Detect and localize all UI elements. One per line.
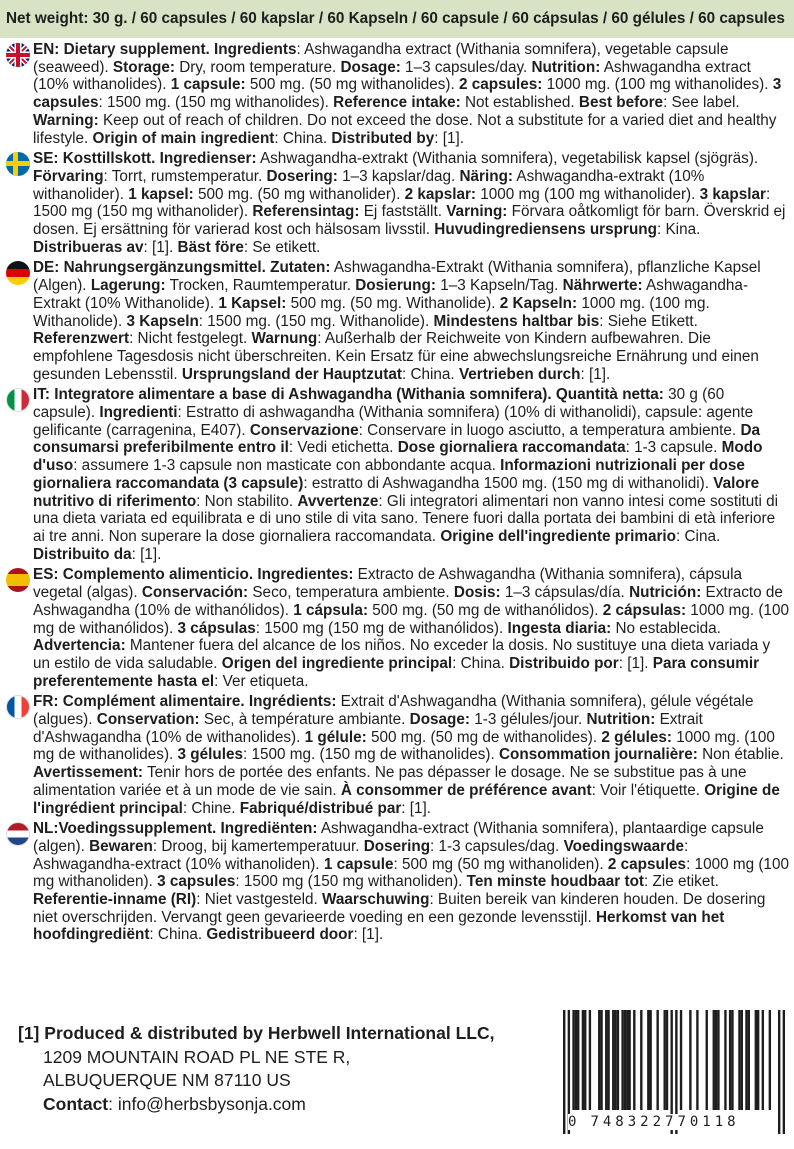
barcode-bar [715,1010,717,1110]
barcode-bar [663,1010,665,1110]
bold-label: Nutrition: [531,58,601,76]
bold-label: Modo d'uso [33,439,763,475]
bold-label: 2 cápsulas: [602,601,687,619]
bold-label: Origen del ingrediente principal [221,654,453,672]
text-run: : Ver etiqueta. [214,672,309,690]
barcode-bar [745,1010,747,1110]
text-run: 1–3 cápsulas/día. [500,584,630,602]
sweden-flag-icon [6,152,30,176]
barcode-bar [706,1010,708,1110]
text-run: 1–3 Kapseln/Tag. [435,277,563,295]
text-run: Tenir hors de portée des enfants. Ne pas dépasser le dosage. Ne se substitue pas à une alimentation variée et à un mode de vie sain. [33,764,747,799]
text-run: 500 mg. (50 mg withanolides). [245,76,459,94]
text-run: Trocken, Raumtemperatur. [165,277,356,295]
address-line-1: 1209 MOUNTAIN ROAD PL NE STE R, [43,1046,351,1067]
bold-label: Ingesta diaria: [507,619,612,637]
bold-label: Warnung [251,330,318,348]
text-run: Sec, à température ambiante. [199,711,410,729]
barcode-bar [717,1010,719,1110]
text-run: Ej fastställt. [359,203,447,221]
text-run: : Ashwagandha-extract (10% withanoliden). [33,837,689,873]
bold-label: Para consumir preferentemente hasta el [33,654,760,690]
barcode-bar [748,1010,750,1110]
bold-label: SE: Kosttillskott. Ingredienser: [33,150,257,168]
company-name: Produced & distributed by Herbwell International LLC, [44,1023,495,1043]
spain-flag-icon [6,568,30,592]
bold-label: Conservazione [249,421,359,439]
section-text [33,820,790,944]
bold-label: Ingredienti [99,404,178,422]
france-flag-icon [6,695,30,719]
text-run: : 1500 mg. (150 mg. Withanolide). [198,312,434,330]
text-run: : 1500 mg (150 mg de withanólidos). [255,619,508,637]
barcode-bar [612,1010,614,1110]
bold-label: Nutrición: [629,584,702,602]
bold-label: 3 kapslar [699,185,766,203]
text-run: Extracto de Ashwagandha (Withania somnifera), cápsula vegetal (algas). [33,566,743,602]
barcode-bar [582,1010,584,1110]
bold-label: Distributed by [331,129,435,147]
barcode-bar [563,1010,565,1134]
bold-label: Valore nutritivo di riferimento [33,474,760,510]
text-run: : China. [149,926,207,944]
text-run: : 1500 mg (150 mg withanoliden). [235,873,467,891]
text-run: 1–3 kapslar/dag. [337,167,460,185]
barcode-bar [649,1010,651,1110]
bold-label: Advertencia: [33,637,126,655]
bold-label: 3 capsules [33,76,782,112]
barcode-bar [628,1010,630,1110]
bold-label: Herkomst van het hoofdingrediënt [33,908,725,944]
text-run: Extracto de Ashwagandha (10% de withanólidos). [33,584,783,619]
text-run: : Außerhalb der Reichweite von Kindern aufbewahren. Die empfohlene Tagesdosis nicht überschreiten. Kein Ersatz für eine abwechslungsreiche Ernährung und einen gesunden Lebensstil. [33,330,759,383]
barcode-bar [575,1010,577,1110]
text-run: : assumere 1-3 capsule non masticate con abbondante acqua. [73,457,501,475]
barcode-bar [724,1010,726,1110]
bold-label: Gedistribueerd door [206,926,354,944]
bold-label: 3 gélules [177,746,244,764]
text-run: Ashwagandha-Extrakt (10% Withanolide). [33,277,749,312]
text-run: : [1]. [580,365,611,383]
section-nl [6,820,790,944]
text-run: 1-3 gélules/jour. [470,711,587,729]
section-text [33,566,790,690]
text-run: : 1500 mg (150 mg withanolider). [33,185,771,221]
bold-label: Dose giornaliera raccomandata [397,439,626,457]
barcode-bar [656,1010,658,1110]
text-run: : 500 mg (50 mg withanoliden). [393,855,608,873]
text-run: 1000 mg. (100 mg. Withanolide). [33,294,710,330]
bold-label: Bäst före [177,238,244,256]
bold-label: 2 capsules: [459,76,543,94]
bold-label: FR: Complément alimentaire. Ingrédients: [33,693,337,711]
text-run: Extrait d'Ashwagandha (10% de withanolides). [33,711,703,746]
barcode-bar [607,1010,609,1110]
text-run: 1000 mg. (100 mg withanolides). [542,76,773,94]
barcode-bar [600,1010,602,1110]
text-run: : Buiten bereik van kinderen houden. De dosering niet overschrijden. Vervangt geen gevarieerde voeding en een gezonde levensstijl. [33,891,766,926]
text-run: Extrait d'Ashwagandha (Withania somnifera), gélule végétale (algues). [33,693,754,729]
text-run: Dry, room temperature. [174,58,341,76]
bold-label: 3 cápsulas [177,619,256,637]
barcode-bar [741,1010,743,1110]
section-se [6,150,790,256]
text-run: : [1]. [131,545,162,563]
text-run: : [1]. [143,238,178,256]
bold-label: Waarschuwing [322,891,430,909]
section-it [6,386,790,563]
bold-label: Distribueras av [33,238,144,256]
bold-label: 3 capsules [157,873,236,891]
barcode-bar [624,1010,626,1110]
text-run: 1000 mg. (100 mg de withanolides). [33,728,775,764]
italy-flag-icon [6,388,30,412]
bold-label: Voedingswaarde [563,837,684,855]
bold-label: Conservación: [141,584,249,602]
reference-marker: [1] [18,1023,40,1043]
bold-label: 1 Kapsel: [218,294,287,312]
language-sections [0,38,794,944]
text-run: 500 mg. (50 mg. Withanolide). [286,294,500,312]
text-run: : 1500 mg. (150 mg de withanolides). [243,746,499,764]
barcode-bar [589,1010,591,1110]
bold-label: Fabriqué/distribué par [239,799,402,817]
barcode-bar [647,1010,649,1110]
bold-label: 2 gélules: [601,728,672,746]
text-run: : China. [274,129,332,147]
bold-label: IT: Integratore alimentare a base di Ashwagandha (Withania somnifera). Quantità netta: [33,386,664,404]
bold-label: À consommer de préférence avant [340,781,592,799]
bold-label: 1 capsule: [170,76,246,94]
text-run: : Cina. [676,527,721,545]
barcode-bar [769,1010,771,1110]
text-run: Ashwagandha extract (10% withanolides). [33,58,751,94]
text-run: : [1]. [401,799,432,817]
barcode-bar [696,1010,698,1110]
bold-label: NL:Voedingssupplement. Ingrediënten: [33,820,318,838]
bold-label: Dosierung: [355,277,436,295]
text-run: Förvara oåtkomligt för barn. Överskrid ej dosen. Ej ersättning för varierad kost och hälsosam livsstil. [33,203,786,239]
bold-label: Bewaren [89,837,153,855]
bold-label: 3 Kapseln [126,312,199,330]
text-run: Mantener fuera del alcance de los niños. No exceder la dosis. No sustituye una dieta variada y un estilo de vida saludable. [33,637,771,672]
bold-label: Referenzwert [33,330,130,348]
text-run: : 1-3 capsules/dag. [430,837,564,855]
barcode-bar [605,1010,607,1110]
bold-label: 2 Kapseln: [499,294,578,312]
bold-label: Avvertenze [297,492,379,510]
bold-label: Näring: [459,167,514,185]
text-run: : Zie etiket. [644,873,719,891]
text-run: Not established. [460,94,579,112]
text-run: 500 mg. (50 mg withanolider). [193,185,405,203]
text-run: Ashwagandha-Extrakt (Withania somnifera), pflanzliche Kapsel (Algen). [33,259,761,295]
bold-label: 2 kapslar: [404,185,477,203]
text-run: 1000 mg. (100 mg de withanólidos). [33,601,789,637]
section-en [6,41,790,147]
text-run: : Kina. [656,221,701,239]
text-run: : [1]. [618,654,653,672]
text-run: : estratto di Ashwagandha 1500 mg. (150 mg di withanolidi). [303,474,714,492]
section-text [33,386,790,563]
text-run: : Nicht festgelegt. [129,330,252,348]
text-run: : Voir l'étiquette. [591,781,705,799]
distributor-address [18,1022,494,1116]
text-run: : Niet vastgesteld. [196,891,323,909]
bold-label: Avertissement: [33,764,143,782]
text-run: : China. [452,654,510,672]
text-run: : China. [401,365,459,383]
bold-label: 2 capsules [607,855,687,873]
text-run: Non établie. [697,746,784,764]
text-run: Ashwagandha-extract (Withania somnifera), plantaardige capsule (algen). [33,820,764,855]
bold-label: Förvaring [33,167,104,185]
bold-label: ES: Complemento alimenticio. Ingredientes: [33,566,354,584]
text-run: : 1-3 capsule. [625,439,722,457]
text-run: Ashwagandha-extrakt (10% withanolider). [33,167,705,203]
barcode-first-digit: 0 [568,1114,581,1130]
bold-label: Reference intake: [333,94,461,112]
bold-label: Ten minste houdbaar tot [466,873,645,891]
barcode-bar [783,1010,785,1134]
bold-label: EN: Dietary supplement. Ingredients [33,41,297,58]
bold-label: Best before [578,94,664,112]
text-run: : Gli integratori alimentari non vanno intesi come sostituti di una dieta variata ed equilibrata e di uno stile di vita sano. Tenere fuori dalla portata dei bambini di età inferiore ai tre anni. Non superare la dose giornaliera raccomandata. [33,492,779,545]
section-de [6,259,790,383]
text-run: 1–3 capsules/day. [400,58,532,76]
bold-label: Informazioni nutrizionali per dose giornaliera raccomandata (3 capsule) [33,457,745,492]
text-run: : Vedi etichetta. [288,439,398,457]
text-run: 500 mg. (50 mg de withanólidos). [368,601,603,619]
company-line [18,1022,494,1046]
text-run: : Estratto di ashwagandha (Withania somnifera) (10% di withanolidi), capsule: agente gelificante (carragenina, E407). [33,404,754,439]
bold-label: Referentie-inname (RI) [33,891,197,909]
barcode-bar [621,1010,623,1110]
text-run: 500 mg. (50 mg de withanolides). [366,728,602,746]
text-run: Ashwagandha-extrakt (Withania somnifera), vegetabilisk kapsel (sjögräs). [256,150,759,168]
barcode-bar [666,1010,668,1110]
bold-label: Dosage: [409,711,470,729]
barcode-number [568,1114,740,1130]
barcode-bar [584,1010,586,1110]
text-run: No establecida. [611,619,721,637]
bold-label: Vertrieben durch [458,365,581,383]
barcode-bar [617,1010,619,1110]
text-run: : 1500 mg. (150 mg withanolides). [98,94,334,112]
bold-label: Da consumarsi preferibilmente entro il [33,421,760,457]
bold-label: Origin of main ingredient [92,129,275,147]
bold-label: Dosering: [266,167,338,185]
section-text [33,150,790,256]
text-run: : Torrt, rumstemperatur. [103,167,267,185]
uk-flag-icon [6,43,30,67]
text-run: : Ashwagandha extract (Withania somnifera), vegetable capsule (seaweed). [33,41,729,76]
barcode-bar [577,1010,579,1110]
barcode-bar [689,1010,691,1110]
net-weight-header [0,0,794,38]
bold-label: DE: Nahrungsergänzungsmittel. Zutaten: [33,259,331,277]
bold-label: Conservation: [96,711,200,729]
barcode-bar [762,1010,764,1110]
barcode-bar [633,1010,635,1110]
net-weight-text: Net weight: 30 g. / 60 capsules / 60 kapslar / 60 Kapseln / 60 capsule / 60 cápsulas / 60 gélules / 60 capsules [6,10,785,27]
text-run: : Droog, bij kamertemperatuur. [152,837,364,855]
bold-label: Origine dell'ingrediente primario [440,527,676,545]
germany-flag-icon [6,261,30,285]
bold-label: Distribuido por [509,654,619,672]
barcode-bar [757,1010,759,1110]
bold-label: Nutrition: [586,711,656,729]
barcode-bar [598,1010,600,1110]
text-run: : See label. [663,94,740,112]
text-run: : Se etikett. [243,238,321,256]
text-run: : Siehe Etikett. [599,312,698,330]
address-line-2: ALBUQUERQUE NM 87110 US [43,1070,291,1090]
text-run: : [1]. [434,129,464,147]
text-run: : Chine. [182,799,240,817]
bold-label: Huvudingrediensens ursprung [434,221,657,239]
text-run: : Conservare in luogo asciutto, a temperatura ambiente. [358,421,741,439]
section-es [6,566,790,690]
barcode-bar [626,1010,628,1110]
bold-label: Mindestens haltbar bis [433,312,600,330]
bold-label: Lagerung: [90,277,166,295]
barcode-bar [713,1010,715,1110]
netherlands-flag-icon [6,822,30,846]
contact-email: : info@herbsbysonja.com [108,1093,306,1114]
text-run: Seco, temperatura ambiente. [248,584,454,602]
bold-label: Referensintag: [252,203,360,221]
barcode-bar [731,1010,733,1110]
barcode-bar [572,1010,574,1110]
bold-label: Dosering [363,837,431,855]
barcode-bar [778,1010,780,1134]
bold-label: Ursprungsland der Hauptzutat [181,365,402,383]
section-text [33,693,790,817]
text-run: 30 g (60 capsule). [33,386,725,422]
barcode-bar [755,1010,757,1110]
bold-label: 1 kapsel: [128,185,194,203]
text-run: Keep out of reach of children. Do not exceed the dose. Not a substitute for a varied diet and healthy lifestyle. [33,111,777,147]
bold-label: 1 cápsula: [293,601,369,619]
section-fr [6,693,790,817]
barcode-main-digits: 748322770118 [590,1114,740,1130]
bold-label: Origine de l'ingrédient principal [33,781,780,817]
barcode-bar [680,1010,682,1110]
bold-label: Distribuito da [33,545,132,563]
barcode-bar [729,1010,731,1110]
contact-label: Contact [43,1093,109,1114]
bold-label: Nährwerte: [562,277,643,295]
footer [0,1010,794,1149]
barcode-bar [640,1010,642,1110]
barcode-bar [738,1010,740,1110]
text-run: : Non stabilito. [196,492,298,510]
contact-line [18,1093,494,1117]
bold-label: Consommation journalière: [498,746,698,764]
bold-label: 1 capsule [323,855,394,873]
text-run: : [1]. [353,926,384,944]
bold-label: Warning: [33,111,99,129]
section-text [33,259,790,383]
barcode-bar [614,1010,616,1110]
bold-label: 1 gélule: [304,728,367,746]
bold-label: Dosis: [453,584,501,602]
bold-label: Dosage: [340,58,401,76]
section-text [33,41,790,147]
bold-label: Varning: [446,203,508,221]
bold-label: Storage: [112,58,175,76]
text-run: : 1000 mg (100 mg withanoliden). [33,855,789,891]
text-run: 1000 mg (100 mg withanolider). [476,185,700,203]
